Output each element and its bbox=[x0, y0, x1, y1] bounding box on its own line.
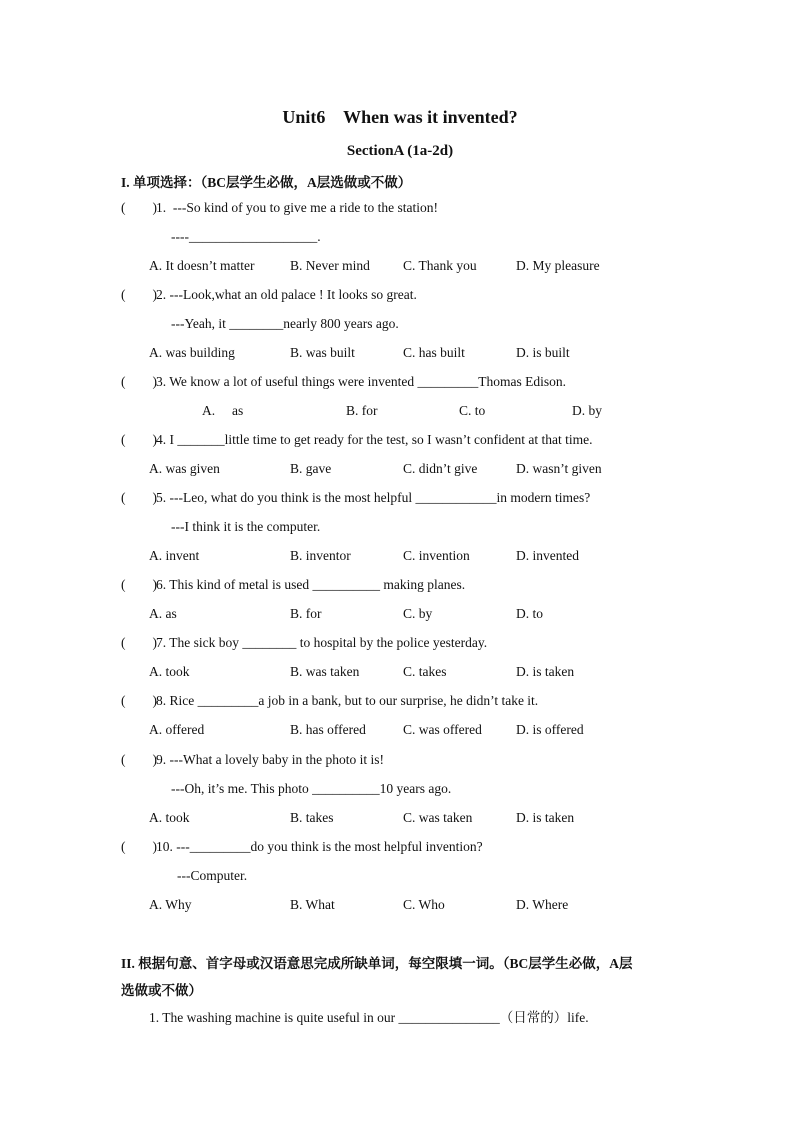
option-a: A. Why bbox=[149, 897, 192, 912]
option-d: D. by bbox=[572, 403, 602, 418]
option-c: C. invention bbox=[403, 548, 470, 563]
answer-paren: ( ) bbox=[121, 374, 157, 389]
option-d: D. is taken bbox=[516, 664, 575, 679]
question-reply: ----___________________. bbox=[171, 229, 321, 244]
question-reply: ---Computer. bbox=[177, 868, 248, 883]
section2-heading-line1: II. 根据句意、首字母或汉语意思完成所缺单词，每空限填一词。（BC层学生必做，A层 bbox=[121, 956, 633, 971]
option-d: D. invented bbox=[516, 548, 579, 563]
option-a: A. was building bbox=[149, 345, 235, 360]
section1-heading: I. 单项选择：（BC层学生必做，A层选做或不做） bbox=[121, 175, 412, 190]
question-reply: ---Yeah, it ________nearly 800 years ago. bbox=[171, 316, 399, 331]
answer-paren: ( ) bbox=[121, 635, 157, 650]
question-stem: 4. I _______little time to get ready for the test, so I wasn’t confident at that time. bbox=[156, 432, 593, 447]
option-b: B. has offered bbox=[290, 722, 366, 737]
option-a: A. took bbox=[149, 664, 190, 679]
answer-paren: ( ) bbox=[121, 693, 157, 708]
question-reply: ---Oh, it’s me. This photo __________10 years ago. bbox=[171, 781, 452, 796]
option-b: B. for bbox=[290, 606, 322, 621]
option-a: A. offered bbox=[149, 722, 205, 737]
question-reply: ---I think it is the computer. bbox=[171, 519, 321, 534]
option-c: C. to bbox=[459, 403, 486, 418]
answer-paren: ( ) bbox=[121, 432, 157, 447]
option-b: B. What bbox=[290, 897, 335, 912]
option-b: B. inventor bbox=[290, 548, 351, 563]
option-d: D. My pleasure bbox=[516, 258, 600, 273]
option-d: D. Where bbox=[516, 897, 569, 912]
option-c: C. has built bbox=[403, 345, 465, 360]
question-stem: 1. ---So kind of you to give me a ride to the station! bbox=[156, 200, 438, 215]
answer-paren: ( ) bbox=[121, 839, 157, 854]
answer-paren: ( ) bbox=[121, 490, 157, 505]
option-c: C. was taken bbox=[403, 810, 473, 825]
answer-paren: ( ) bbox=[121, 287, 157, 302]
question-stem: 10. ---_________do you think is the most helpful invention? bbox=[156, 839, 483, 854]
option-c: C. takes bbox=[403, 664, 447, 679]
page-subtitle: SectionA (1a-2d) bbox=[346, 143, 454, 159]
option-c: C. by bbox=[403, 606, 433, 621]
question-stem: 5. ---Leo, what do you think is the most helpful ____________in modern times? bbox=[156, 490, 591, 505]
question-stem: 2. ---Look,what an old palace ! It looks so great. bbox=[156, 287, 417, 302]
question-stem: 6. This kind of metal is used __________ making planes. bbox=[156, 577, 466, 592]
option-d: D. to bbox=[516, 606, 543, 621]
option-c: C. was offered bbox=[403, 722, 482, 737]
option-c: C. didn’t give bbox=[403, 461, 478, 476]
option-c: C. Thank you bbox=[403, 258, 477, 273]
option-b: B. was taken bbox=[290, 664, 360, 679]
fill-in-item-1: 1. The washing machine is quite useful in our _______________（日常的）life. bbox=[149, 1010, 589, 1025]
option-b: B. for bbox=[346, 403, 378, 418]
option-b: B. gave bbox=[290, 461, 332, 476]
answer-paren: ( ) bbox=[121, 577, 157, 592]
option-a: A. invent bbox=[149, 548, 200, 563]
page-title: Unit6 When was it invented? bbox=[282, 107, 518, 127]
option-a: A. took bbox=[149, 810, 190, 825]
question-stem: 7. The sick boy ________ to hospital by the police yesterday. bbox=[156, 635, 488, 650]
question-stem: 3. We know a lot of useful things were invented _________Thomas Edison. bbox=[156, 374, 566, 389]
option-c: C. Who bbox=[403, 897, 445, 912]
option-a: A. It doesn’t matter bbox=[149, 258, 255, 273]
option-b: B. was built bbox=[290, 345, 355, 360]
option-a: A. was given bbox=[149, 461, 220, 476]
question-stem: 8. Rice _________a job in a bank, but to our surprise, he didn’t take it. bbox=[156, 693, 539, 708]
option-a: A. as bbox=[149, 606, 177, 621]
option-d: D. is offered bbox=[516, 722, 584, 737]
answer-paren: ( ) bbox=[121, 752, 157, 767]
option-b: B. takes bbox=[290, 810, 334, 825]
answer-paren: ( ) bbox=[121, 200, 157, 215]
question-stem: 9. ---What a lovely baby in the photo it is! bbox=[156, 752, 384, 767]
option-b: B. Never mind bbox=[290, 258, 370, 273]
option-d: D. wasn’t given bbox=[516, 461, 602, 476]
section2-heading-line2: 选做或不做） bbox=[121, 983, 202, 998]
option-a: A. as bbox=[202, 403, 244, 418]
option-d: D. is taken bbox=[516, 810, 575, 825]
option-d: D. is built bbox=[516, 345, 570, 360]
